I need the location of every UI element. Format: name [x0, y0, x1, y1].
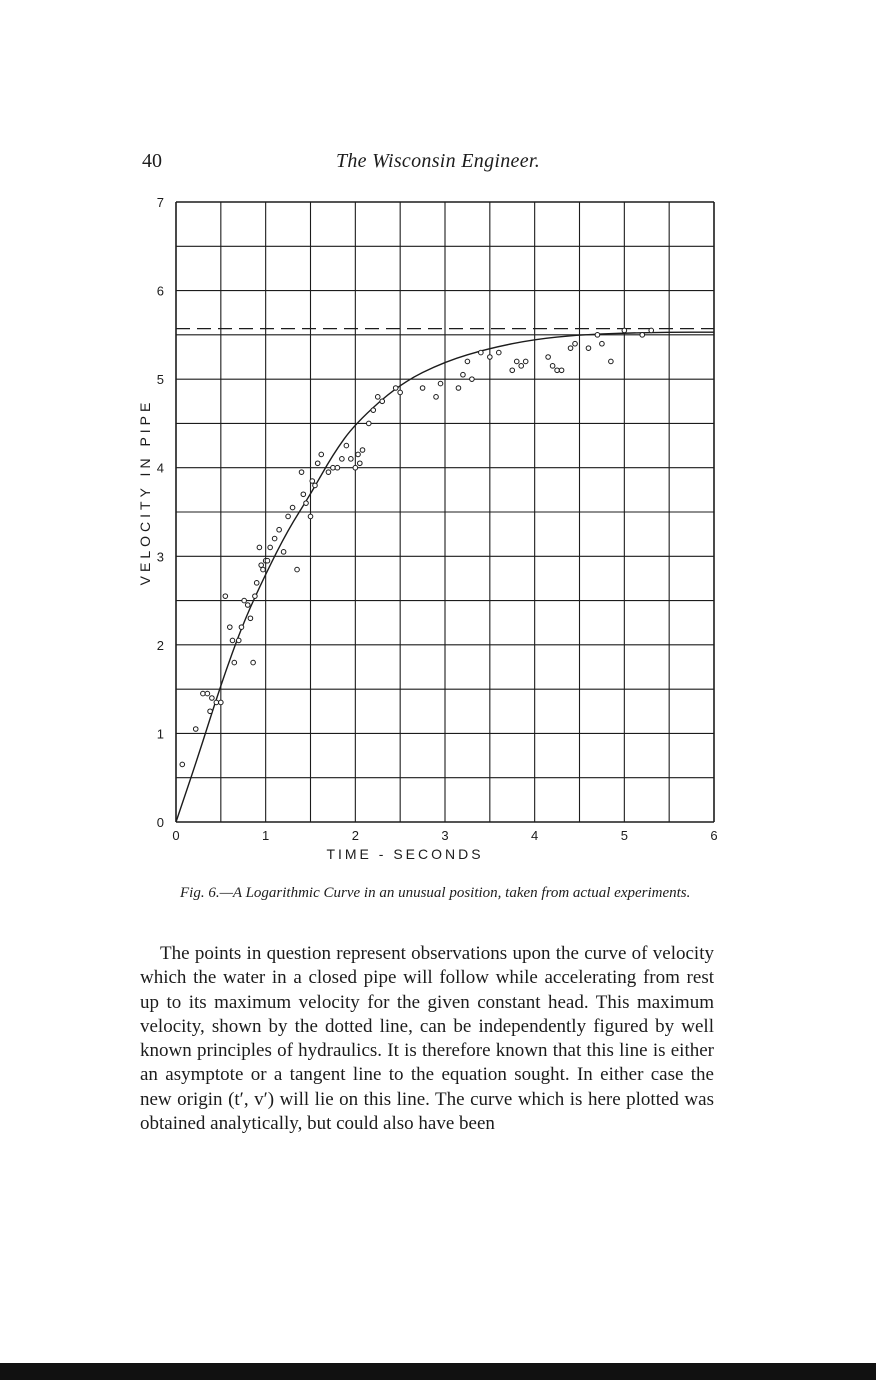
observation-point [356, 452, 361, 457]
caption-label: Fig. 6. [180, 885, 220, 901]
observation-point [398, 390, 403, 395]
x-tick-label: 4 [531, 828, 539, 843]
observation-point [315, 461, 320, 466]
observation-point [609, 359, 614, 364]
x-tick-label: 2 [351, 828, 359, 843]
observation-point [649, 328, 654, 333]
observation-point [214, 700, 219, 705]
observation-point [319, 452, 324, 457]
running-title: The Wisconsin Engineer. [335, 150, 541, 172]
x-tick-label: 1 [262, 828, 270, 843]
page-number: 40 [142, 150, 162, 172]
figure-caption [180, 885, 720, 901]
observation-point [299, 470, 304, 475]
observation-point [358, 461, 363, 466]
observation-point [248, 616, 253, 621]
observation-point [301, 492, 306, 497]
observation-point [546, 355, 551, 360]
observation-point [555, 368, 560, 373]
observation-point [290, 505, 295, 510]
observation-point [595, 333, 600, 338]
observation-point [253, 594, 258, 599]
observation-point [210, 696, 215, 701]
y-tick-labels [157, 195, 164, 830]
observation-point [344, 443, 349, 448]
observation-point [519, 364, 524, 369]
body-paragraph: The points in question represent observations upon the curve of velocity which the water in a closed pipe will follow while accelerating from rest up to its maximum velocity for the given constant head. This maximum velocity, shown by the dotted line, can be independently figured by well known principles of hydraulics. It is therefore known that this line is either an asymptote or a tangent line to the equation sought. In either case the new origin (t′, v′) will lie on this line. The curve which is here plotted was obtained analytically, but could also have been [140, 943, 714, 1135]
observation-point [550, 364, 555, 369]
x-tick-labels [172, 828, 717, 843]
observation-point [640, 333, 645, 338]
observation-point [465, 359, 470, 364]
observation-point [360, 448, 365, 453]
y-tick-label: 3 [156, 549, 164, 565]
observation-point [488, 355, 493, 360]
observation-point [375, 395, 380, 400]
observation-point [586, 346, 591, 351]
observation-point [257, 545, 262, 550]
observation-point [236, 638, 241, 643]
x-axis-label: TIME - SECONDS [326, 846, 484, 862]
observation-point [259, 563, 264, 568]
observation-point [340, 457, 345, 462]
x-tick-label: 6 [710, 828, 718, 843]
observation-point [277, 527, 282, 532]
observation-point [559, 368, 564, 373]
observation-point [281, 550, 286, 555]
observation-point [470, 377, 475, 382]
observation-point [420, 386, 425, 391]
observation-point [223, 594, 228, 599]
observation-points [180, 328, 654, 767]
observation-point [230, 638, 235, 643]
observation-point [295, 567, 300, 572]
observation-point [208, 709, 213, 714]
observation-point [461, 372, 466, 377]
observation-point [335, 465, 340, 470]
observation-point [393, 386, 398, 391]
observation-point [180, 762, 185, 767]
y-tick-label: 5 [156, 372, 164, 388]
observation-point [366, 421, 371, 426]
y-axis-label: VELOCITY IN PIPE [137, 398, 153, 586]
observation-point [308, 514, 313, 519]
observation-point [456, 386, 461, 391]
observation-point [371, 408, 376, 413]
observation-point [286, 514, 291, 519]
observation-point [568, 346, 573, 351]
chart-grid [176, 202, 714, 822]
observation-point [245, 603, 250, 608]
observation-point [239, 625, 244, 630]
observation-point [438, 381, 443, 386]
observation-point [265, 558, 270, 563]
x-tick-label: 0 [172, 828, 180, 843]
observation-point [205, 691, 210, 696]
observation-point [201, 691, 206, 696]
observation-point [254, 581, 259, 586]
observation-point [331, 465, 336, 470]
observation-point [232, 660, 237, 665]
observation-point [523, 359, 528, 364]
observation-point [304, 501, 309, 506]
observation-point [261, 567, 266, 572]
observation-point [497, 350, 502, 355]
observation-point [434, 395, 439, 400]
y-tick-label: 2 [156, 637, 164, 653]
observation-point [326, 470, 331, 475]
x-tick-label: 3 [441, 828, 449, 843]
observation-point [242, 598, 247, 603]
observation-point [349, 457, 354, 462]
y-tick-label: 4 [156, 460, 164, 476]
y-tick-label: 7 [156, 195, 164, 210]
observation-point [622, 328, 627, 333]
observation-point [268, 545, 273, 550]
observation-point [219, 700, 224, 705]
caption-text: —A Logarithmic Curve in an unusual position, taken from actual experiments. [219, 885, 691, 901]
observation-point [313, 483, 318, 488]
observation-point [573, 341, 578, 346]
observation-point [310, 479, 315, 484]
observation-point [510, 368, 515, 373]
y-tick-label: 6 [156, 283, 164, 299]
x-tick-label: 5 [620, 828, 628, 843]
scan-bottom-border [0, 1363, 876, 1380]
observation-point [193, 727, 198, 732]
observation-point [380, 399, 385, 404]
y-tick-label: 0 [156, 815, 164, 830]
observation-point [353, 465, 358, 470]
observation-point [600, 341, 605, 346]
y-tick-label: 1 [156, 726, 164, 742]
observation-point [514, 359, 519, 364]
observation-point [251, 660, 256, 665]
observation-point [479, 350, 484, 355]
observation-point [228, 625, 233, 630]
velocity-time-chart [130, 195, 730, 875]
observation-point [272, 536, 277, 541]
